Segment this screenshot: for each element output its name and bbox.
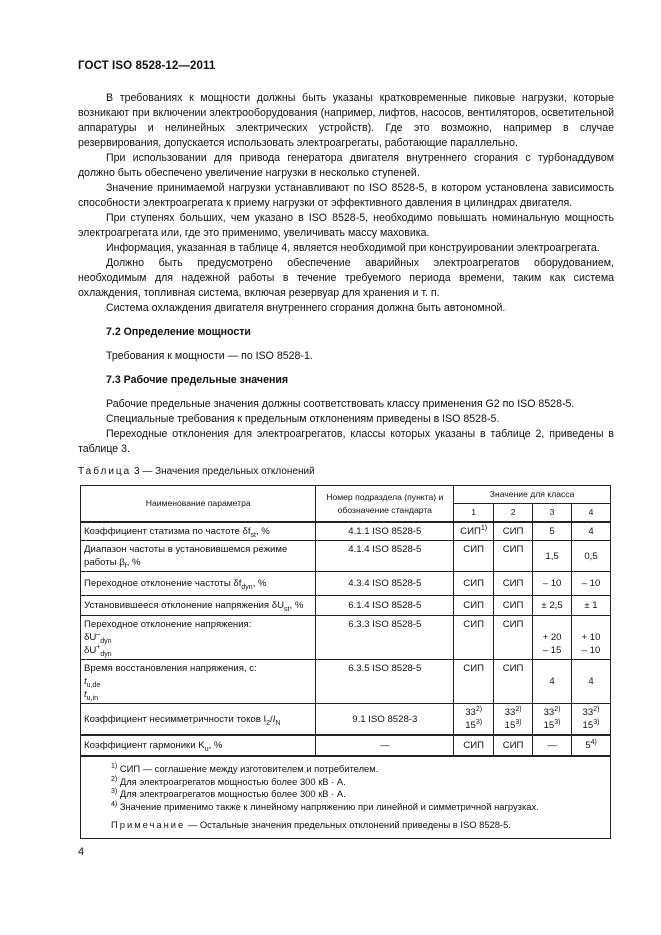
table-caption-word: Таблица (78, 466, 132, 477)
table-row (81, 541, 611, 572)
value-cell: — (533, 735, 572, 756)
ref-cell: 6.1.4 ISO 8528-5 (316, 596, 454, 616)
value-cell: СИП (454, 735, 494, 756)
page-number: 4 (78, 846, 85, 858)
value-cell: 5 (533, 522, 572, 541)
value-cell: 33$^{2)}$ 15$^{3)}$ (572, 704, 611, 736)
paragraph: Система охлаждения двигателя внутреннего сгорания должна быть автономной. (106, 302, 506, 314)
ref-cell: 4.1.1 ISO 8528-5 (316, 522, 454, 541)
header-param: Наименование параметра (81, 486, 316, 523)
table-row (81, 704, 611, 736)
value-cell: 33$^{2)}$ 15$^{3)}$ (533, 704, 572, 736)
value-cell: СИП (494, 572, 533, 596)
table-row (81, 735, 611, 756)
ref-cell: 6.3.3 ISO 8528-5 (316, 616, 454, 660)
paragraph: В требованиях к мощности должны быть указаны кратковременные пиковые нагрузки, которые возникают при включении электрооборудования (например, лифтов, насосов, вентиляторов, осветительной аппаратуры и нелинейных электрических устройств). Где это возможно, например в случае резервирования, допускается использовать электроагрегаты, работающие параллельно. (78, 92, 614, 149)
header-class: 4 (572, 504, 611, 523)
footnote: $^{4)}$ Значение применимо также к линейному напряжению при линейной и симметричной нагрузках. (111, 800, 539, 812)
header-ref: Номер подраздела (пункта) и обозначение стандарта (316, 486, 454, 523)
paragraph: При ступенях больших, чем указано в ISO 8528-5, необходимо повышать номинальную мощность электроагрегата или, где это применимо, увеличивать массу маховика. (78, 212, 614, 239)
table-row (81, 572, 611, 596)
param-name: Коэффициент несимметричности токов $I_2/I_N$ (81, 704, 316, 736)
table-note: Примечание — Остальные значения предельных отклонений приведены в ISO 8528-5. (111, 819, 511, 830)
table-caption (78, 466, 315, 477)
paragraph: Информация, указанная в таблице 4, является необходимой при конструировании электроагрегата. (106, 242, 600, 254)
value-cell: СИП (494, 596, 533, 616)
paragraph: Рабочие предельные значения должны соответствовать классу применения G2 по ISO 8528-5. (106, 398, 575, 410)
value-cell: 4 (572, 660, 611, 704)
table-row (81, 596, 611, 616)
ref-cell: 4.1.4 ISO 8528-5 (316, 541, 454, 572)
value-cell: 5$^{4)}$ (572, 735, 611, 756)
value-cell: 33$^{2)}$ 15$^{3)}$ (454, 704, 494, 736)
value-cell: СИП (494, 616, 533, 660)
header-class: 3 (533, 504, 572, 523)
value-cell: + 10 – 10 (572, 616, 611, 660)
value-cell: 4 (533, 660, 572, 704)
paragraph: Переходные отклонения для электроагрегатов, классы которых указаны в таблице 2, приведены в таблице 3. (78, 428, 614, 455)
table-row (81, 616, 611, 660)
table-row (81, 522, 611, 541)
paragraph: Должно быть предусмотрено обеспечение аварийных электроагрегатов оборудованием, необходимым для надежной работы в течение требуемого периода времени, таким как система охлаждения, топливная система, включая резервуар для хранения и т. п. (78, 257, 614, 299)
table-notes (81, 756, 611, 838)
value-cell: СИП (454, 616, 494, 660)
value-cell: СИП (494, 735, 533, 756)
param-name: Коэффициент статизма по частоте $\delta f_{st}$, % (81, 522, 316, 541)
footnote: $^{3)}$ Для электроагрегатов мощностью более 300 кВ · А. (111, 787, 346, 799)
param-name: Переходное отклонение напряжения: $\delta U^-_{dyn}$ $\delta U^+_{dyn}$ (81, 616, 316, 660)
value-cell: СИП (454, 541, 494, 572)
value-cell: + 20 – 15 (533, 616, 572, 660)
body-text (78, 91, 614, 457)
ref-cell: 9.1 ISO 8528-3 (316, 704, 454, 736)
header-class: 1 (454, 504, 494, 523)
value-cell: 0,5 (572, 541, 611, 572)
document-header: ГОСТ ISO 8528-12—2011 (78, 60, 216, 72)
param-name: Переходное отклонение частоты $\delta f_{dyn}$, % (81, 572, 316, 596)
value-cell: ± 1 (572, 596, 611, 616)
header-class: 2 (494, 504, 533, 523)
ref-cell: 6.3.5 ISO 8528-5 (316, 660, 454, 704)
value-cell: СИП$^{1)}$ (454, 522, 494, 541)
header-value: Значение для класса (454, 486, 611, 504)
ref-cell: — (316, 735, 454, 756)
value-cell: СИП (454, 572, 494, 596)
value-cell: – 10 (572, 572, 611, 596)
paragraph: При использовании для привода генератора двигателя внутреннего сгорания с турбонаддувом должно быть обеспечено увеличение нагрузки в несколько ступеней. (78, 152, 614, 179)
section-heading-7-2: 7.2 Определение мощности (106, 326, 251, 338)
value-cell: 1,5 (533, 541, 572, 572)
value-cell: СИП (494, 541, 533, 572)
value-cell: СИП (494, 660, 533, 704)
param-name: Коэффициент гармоники $K_u$, % (81, 735, 316, 756)
ref-cell: 4.3.4 ISO 8528-5 (316, 572, 454, 596)
footnote: $^{2)}$ Для электроагрегатов мощностью более 300 кВ · А. (111, 775, 346, 787)
param-name: Время восстановления напряжения, с: $t_{u,de}$ $t_{u,in}$ (81, 660, 316, 704)
value-cell: ± 2,5 (533, 596, 572, 616)
value-cell: СИП (454, 660, 494, 704)
table-notes-row (81, 756, 611, 838)
param-name: Диапазон частоты в установившемся режиме работы $\beta_f$, % (81, 541, 316, 572)
table-caption-text: 3 — Значения предельных отклонений (134, 466, 315, 477)
footnote: $^{1)}$ СИП — соглашение между изготовителем и потребителем. (111, 762, 379, 774)
value-cell: 4 (572, 522, 611, 541)
value-cell: СИП (494, 522, 533, 541)
section-heading-7-3: 7.3 Рабочие предельные значения (106, 374, 289, 386)
value-cell: 33$^{2)}$ 15$^{3)}$ (494, 704, 533, 736)
table-header-row (81, 486, 611, 504)
table-row (81, 660, 611, 704)
value-cell: – 10 (533, 572, 572, 596)
paragraph: Требования к мощности — по ISO 8528-1. (106, 350, 313, 362)
paragraph: Значение принимаемой нагрузки устанавливают по ISO 8528-5, в котором установлена зависимость способности электроагрегата к приему нагрузки от эффективного давления в цилиндрах двигателя. (78, 182, 614, 209)
paragraph: Специальные требования к предельным отклонениям приведены в ISO 8528-5. (106, 413, 500, 425)
limits-table (80, 485, 611, 839)
param-name: Установившееся отклонение напряжения $\delta U_{st}$, % (81, 596, 316, 616)
value-cell: СИП (454, 596, 494, 616)
